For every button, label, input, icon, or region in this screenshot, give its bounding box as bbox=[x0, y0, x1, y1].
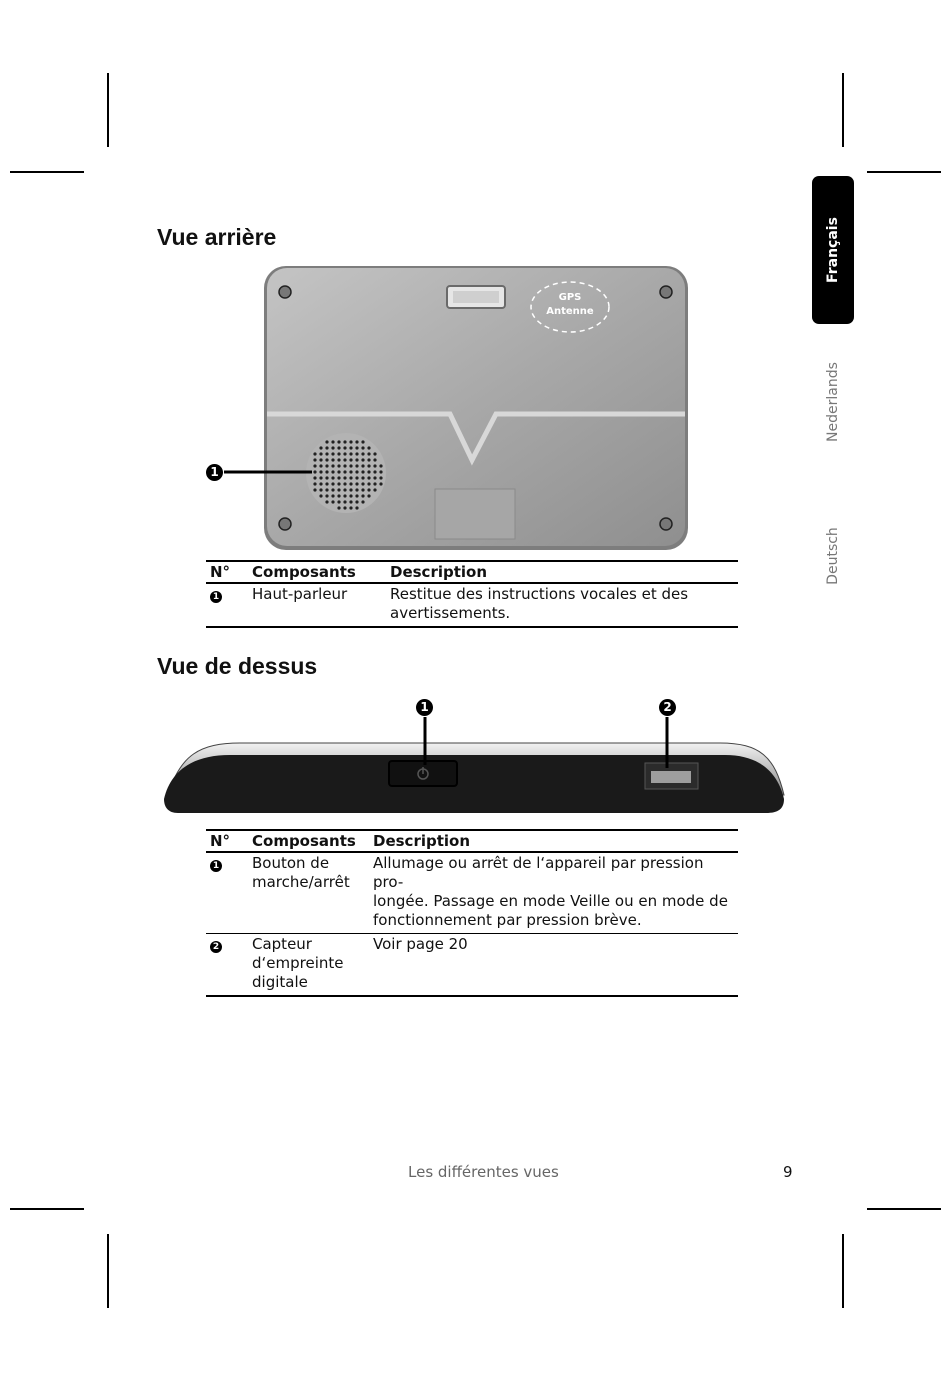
gps-label-line-2: Antenne bbox=[546, 306, 594, 317]
language-tab-deutsch[interactable]: Deutsch bbox=[825, 527, 841, 585]
device-rear-figure bbox=[200, 262, 700, 554]
callout-1: 1 bbox=[206, 464, 223, 481]
section-title-rear-view: Vue arrière bbox=[157, 224, 277, 250]
crop-mark bbox=[867, 171, 941, 173]
crop-mark bbox=[10, 1208, 84, 1210]
top-components-table bbox=[206, 829, 738, 997]
component-description: Allumage ou arrêt de l‘appareil par pression pro- longée. Passage en mode Veille ou en mode de fonctionnement par pression brève. bbox=[369, 852, 738, 934]
device-top-figure bbox=[160, 695, 790, 820]
crop-mark bbox=[842, 1234, 844, 1308]
row-number-badge: 1 bbox=[210, 591, 222, 603]
language-tab-active[interactable] bbox=[812, 176, 854, 324]
component-description: Restitue des instructions vocales et des avertissements. bbox=[386, 583, 738, 627]
col-header-components: Composants bbox=[248, 830, 369, 852]
language-tab-nederlands[interactable]: Nederlands bbox=[825, 362, 841, 442]
callout-1: 1 bbox=[416, 699, 433, 716]
table-row bbox=[206, 583, 738, 627]
component-name: Bouton de marche/arrêt bbox=[248, 852, 369, 934]
footer-section-title: Les différentes vues bbox=[408, 1163, 559, 1181]
device-rear-illustration bbox=[200, 262, 700, 554]
crop-mark bbox=[10, 171, 84, 173]
row-number-badge: 2 bbox=[210, 941, 222, 953]
crop-mark bbox=[867, 1208, 941, 1210]
callout-2: 2 bbox=[659, 699, 676, 716]
section-title-top-view: Vue de dessus bbox=[157, 653, 318, 679]
crop-mark bbox=[107, 73, 109, 147]
col-header-description: Description bbox=[369, 830, 738, 852]
col-header-description: Description bbox=[386, 561, 738, 583]
table-row bbox=[206, 934, 738, 997]
col-header-number: N° bbox=[206, 830, 248, 852]
row-number-badge: 1 bbox=[210, 860, 222, 872]
crop-mark bbox=[107, 1234, 109, 1308]
col-header-number: N° bbox=[206, 561, 248, 583]
language-tabs bbox=[812, 176, 854, 596]
crop-mark bbox=[842, 73, 844, 147]
gps-label-line-1: GPS bbox=[558, 292, 582, 303]
device-top-illustration bbox=[160, 695, 790, 820]
component-name: Capteur d‘empreinte digitale bbox=[248, 934, 369, 997]
col-header-components: Composants bbox=[248, 561, 386, 583]
component-name: Haut-parleur bbox=[248, 583, 386, 627]
component-description: Voir page 20 bbox=[369, 934, 738, 997]
page-number: 9 bbox=[783, 1163, 793, 1181]
language-tab-label: Français bbox=[825, 217, 841, 283]
table-row bbox=[206, 852, 738, 934]
rear-components-table bbox=[206, 560, 738, 628]
